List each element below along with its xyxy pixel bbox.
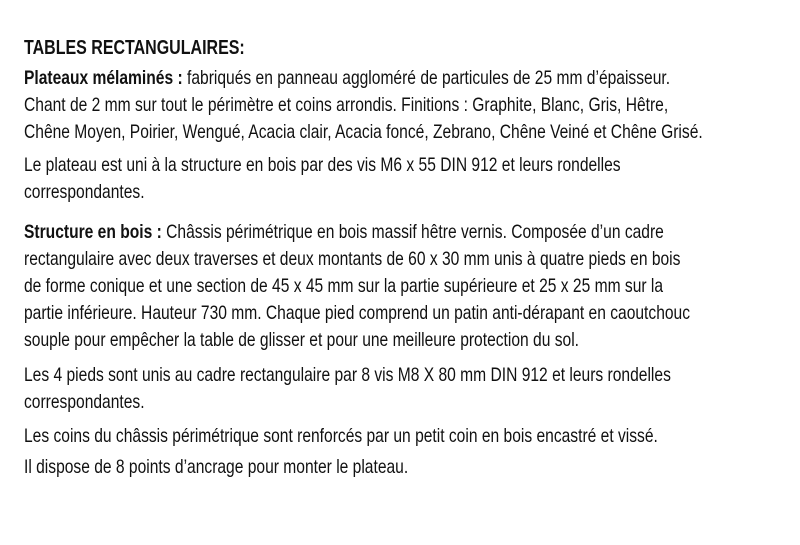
anchor-points-line: Il dispose de 8 points d’ancrage pour monter le plateau. xyxy=(24,456,409,478)
legs-fixing-line-1: Les 4 pieds sont unis au cadre rectangulaire par 8 vis M8 X 80 mm DIN 912 et leurs rondelles xyxy=(24,364,671,386)
legs-fixing-line-2: correspondantes. xyxy=(24,391,145,413)
structure-line-1 xyxy=(24,220,664,244)
plateaux-line-3: Chêne Moyen, Poirier, Wengué, Acacia clair, Acacia foncé, Zebrano, Chêne Veiné et Chêne Grisé. xyxy=(24,121,703,143)
section-heading-plateaux: Plateaux mélaminés : xyxy=(24,67,183,89)
plateaux-line-2: Chant de 2 mm sur tout le périmètre et coins arrondis. Finitions : Graphite, Blanc, Gris, Hêtre, xyxy=(24,94,669,116)
plateaux-line-1 xyxy=(24,66,670,90)
paragraph-text: fabriqués en panneau aggloméré de particules de 25 mm d’épaisseur. xyxy=(182,67,671,89)
plateaux-fixing-line-2: correspondantes. xyxy=(24,181,145,203)
structure-line-3: de forme conique et une section de 45 x 45 mm sur la partie supérieure et 25 x 25 mm sur la xyxy=(24,275,664,297)
document-title: TABLES RECTANGULAIRES: xyxy=(24,37,245,59)
structure-line-4: partie inférieure. Hauteur 730 mm. Chaque pied comprend un patin anti-dérapant en caoutchouc xyxy=(24,302,691,324)
structure-line-2: rectangulaire avec deux traverses et deux montants de 60 x 30 mm unis à quatre pieds en bois xyxy=(24,248,681,270)
plateaux-fixing-line-1: Le plateau est uni à la structure en bois par des vis M6 x 55 DIN 912 et leurs rondelles xyxy=(24,154,621,176)
section-heading-structure: Structure en bois : xyxy=(24,221,162,243)
structure-line-5: souple pour empêcher la table de glisser et pour une meilleure protection du sol. xyxy=(24,329,579,351)
paragraph-text: Châssis périmétrique en bois massif hêtre vernis. Composée d’un cadre xyxy=(161,221,664,243)
corners-line: Les coins du châssis périmétrique sont renforcés par un petit coin en bois encastré et vissé. xyxy=(24,425,658,447)
